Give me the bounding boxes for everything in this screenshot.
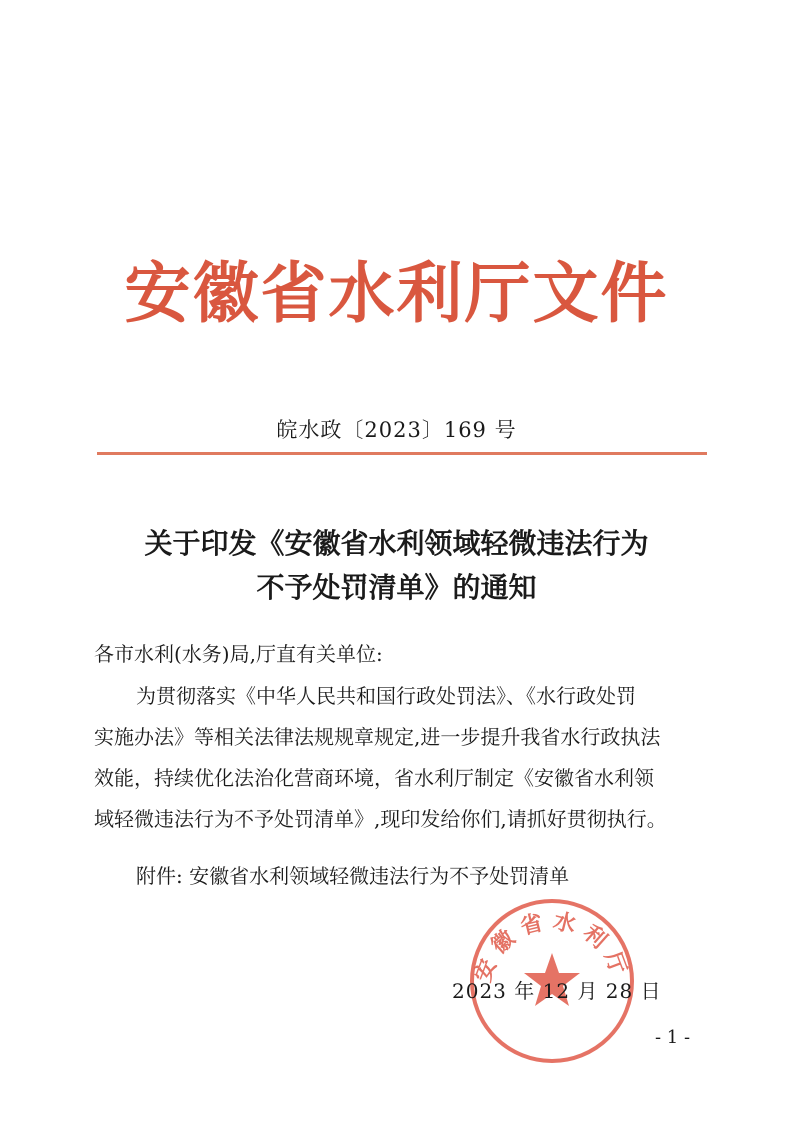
attachment-line: 附件: 安徽省水利领域轻微违法行为不予处罚清单 <box>136 864 570 888</box>
red-divider-line <box>97 452 707 455</box>
notice-title <box>0 522 793 610</box>
paragraph-line-4: 域轻微违法行为不予处罚清单》,现印发给你们,请抓好贯彻执行。 <box>94 807 667 831</box>
masthead-title: 安徽省水利厅文件 <box>124 254 669 332</box>
notice-title-line-1: 关于印发《安徽省水利领域轻微违法行为 <box>144 527 649 560</box>
notice-title-line-2: 不予处罚清单》的通知 <box>256 571 537 604</box>
paragraph-line-2: 实施办法》等相关法律法规规章规定,进一步提升我省水行政执法 <box>94 725 661 749</box>
page-number: - 1 - <box>655 1027 691 1048</box>
document-number: 皖水政〔2023〕169 号 <box>276 418 517 442</box>
paragraph-line-3: 效能，持续优化法治化营商环境，省水利厅制定《安徽省水利领 <box>94 766 654 790</box>
svg-text:安徽省水利厅: 安徽省水利厅 <box>470 908 634 986</box>
paragraph-line-1: 为贯彻落实《中华人民共和国行政处罚法》、《水行政处罚 <box>136 684 636 708</box>
issue-date: 2023 年 12 月 28 日 <box>452 979 662 1003</box>
salutation: 各市水利(水务)局,厅直有关单位: <box>94 642 383 666</box>
